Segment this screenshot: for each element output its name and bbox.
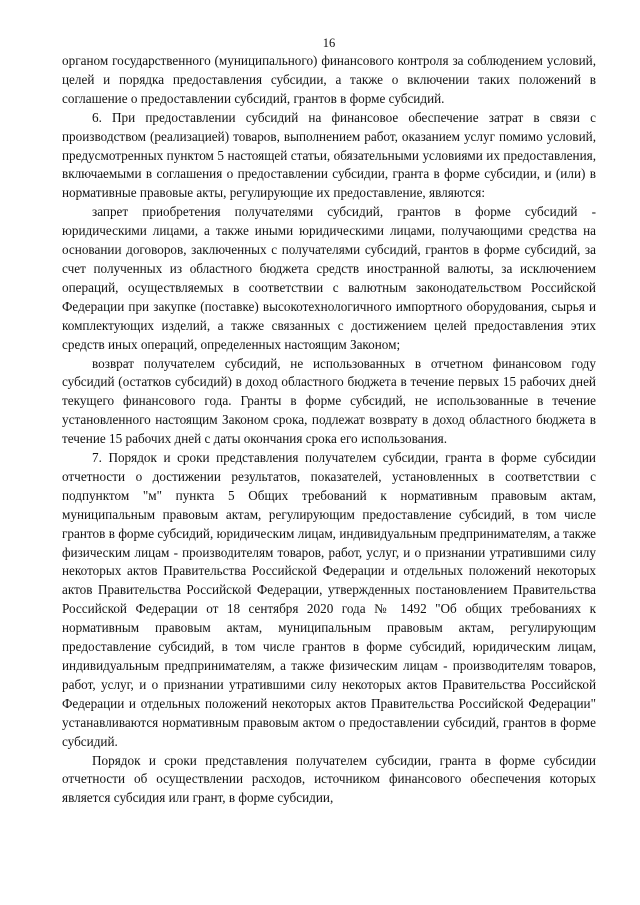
paragraph-item-7: 7. Порядок и сроки представления получателем субсидии, гранта в форме субсидии отчетности о достижении результатов, показателей, установленных в соответствии с подпунктом "м" пункта 5 Общих требований к нормативным правовым актам, муниципальным правовым актам, регулирующим предоставление субсидий, в том числе грантов в форме субсидий, юридическим лицам, индивидуальным предпринимателям, а также физическим лицам - производителям товаров, работ, услуг, и о признании утратившими силу некоторых актов Правительства Российской Федерации и отдельных положений некоторых актов Правительства Российской Федерации, утвержденных постановлением Правительства Российской Федерации от 18 сентября 2020 года № 1492 "Об общих требованиях к нормативным правовым актам, муниципальным правовым актам, регулирующим предоставление субсидий, в том числе грантов в форме субсидий, юридическим лицам, индивидуальным предпринимателям, а также физическим лицам - производителям товаров, работ, услуг, и о признании утратившими силу некоторых актов Правительства Российской Федерации и отдельных положений некоторых актов Правительства Российской Федерации" устанавливаются нормативным правовым актом о предоставлении субсидий, грантов в форме субсидий.: [62, 450, 596, 749]
paragraph-subsidy-return: возврат получателем субсидий, не использованных в отчетном финансовом году субсидий (остатков субсидий) в доход областного бюджета в течение первых 15 рабочих дней текущего финансового года. Гранты в форме субсидий, не использованные в течение установленного настоящим Законом срока, подлежат возврату в доход областного бюджета в течение 15 рабочих дней с даты окончания срока его использования.: [62, 355, 596, 447]
document-page: [62, 34, 596, 808]
paragraph-item-6: 6. При предоставлении субсидий на финансовое обеспечение затрат в связи с производством (реализацией) товаров, выполнением работ, оказанием услуг помимо условий, предусмотренных пунктом 5 настоящей статьи, обязательными условиями их предоставления, включаемыми в соглашения о предоставлении субсидии, гранта в форме субсидии, и (или) в нормативные правовые акты, регулирующие их предоставление, являются:: [62, 109, 596, 201]
paragraph-currency-ban: запрет приобретения получателями субсидий, грантов в форме субсидий - юридическими лицами, а также иными юридическими лицами, получающими средства на основании договоров, заключенных с получателями субсидий, грантов в форме субсидий, за счет полученных из областного бюджета средств иностранной валюты, за исключением операций, осуществляемых в соответствии с валютным законодательством Российской Федерации при закупке (поставке) высокотехнологичного импортного оборудования, сырья и комплектующих изделий, а также связанных с достижением целей предоставления этих средств иных операций, определенных настоящим Законом;: [62, 204, 596, 352]
paragraph-expense-reporting: Порядок и сроки представления получателем субсидии, гранта в форме субсидии отчетности об осуществлении расходов, источником финансового обеспечения которых является субсидия или грант, в форме субсидии,: [62, 752, 596, 806]
paragraph-continuation: органом государственного (муниципального) финансового контроля за соблюдением условий, целей и порядка предоставления субсидии, а также о включении таких положений в соглашение о предоставлении субсидий, грантов в форме субсидий.: [62, 53, 596, 106]
page-number: 16: [322, 36, 336, 50]
